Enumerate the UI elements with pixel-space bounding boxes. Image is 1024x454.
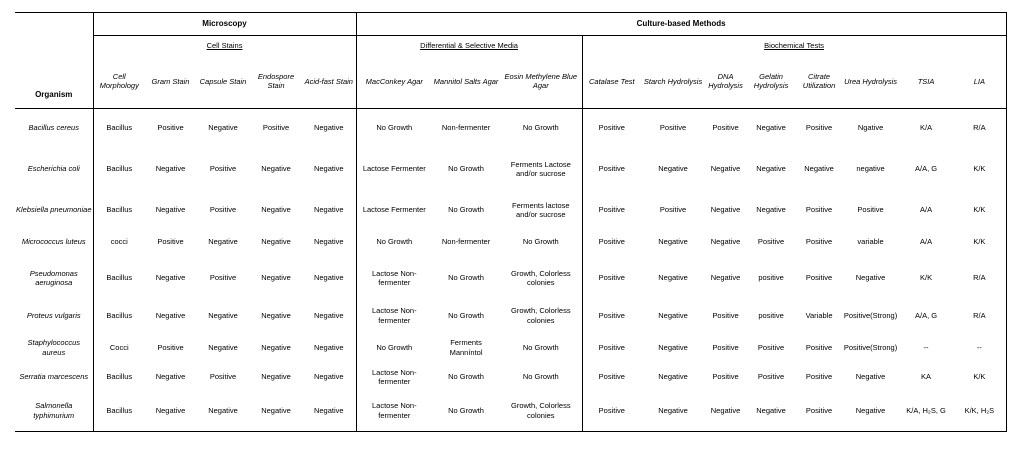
result-cell: Bacillus (93, 146, 145, 193)
result-cell: -- (953, 332, 1006, 363)
result-cell: A/A, G (915, 311, 938, 321)
result-cell: Positive(Strong) (843, 311, 898, 321)
result-cell: Negative (756, 122, 786, 132)
result-cell: Negative (658, 273, 688, 283)
organism-cell: Escherichia coli (27, 164, 80, 174)
result-cell: Positive (805, 122, 833, 132)
column-header: Capsule Stain (196, 54, 250, 108)
organism-test-table (15, 12, 1007, 432)
result-cell: Negative (641, 391, 705, 432)
result-cell: Negative (313, 372, 344, 382)
column-header: LIA (953, 54, 1006, 108)
result-cell: No Growth (448, 205, 484, 215)
result-cell: Non-fermenter (441, 237, 491, 247)
result-cell: K/K (953, 363, 1006, 390)
result-cell: A/A, G (915, 164, 938, 174)
result-cell: Positive (209, 164, 237, 174)
result-cell: Positive (712, 311, 739, 321)
result-cell: Negative (710, 205, 741, 215)
table-row (15, 299, 1006, 331)
organism-cell: Micrococcus luteus (21, 237, 86, 247)
result-cell: Lactose Fermenter (356, 193, 432, 228)
result-cell: -- (923, 342, 929, 352)
result-cell: No Growth (356, 109, 432, 146)
column-header: Gelatin Hydrolysis (746, 54, 796, 108)
result-cell: No Growth (448, 311, 484, 321)
result-cell: No Growth (448, 164, 484, 174)
result-cell: Negative (313, 342, 344, 352)
result-cell: Positive (582, 193, 641, 228)
result-cell: K/A (920, 122, 933, 132)
result-cell: Negative (313, 311, 344, 321)
table-row (15, 193, 1006, 228)
result-cell: Negative (710, 273, 741, 283)
result-cell: Negative (196, 391, 250, 432)
result-cell: Negative (313, 164, 344, 174)
organism-header: Organism (15, 13, 93, 109)
result-cell: Positive (857, 205, 884, 215)
result-cell: Negative (658, 164, 688, 174)
result-cell: Negative (208, 342, 238, 352)
result-cell: Positive (712, 372, 739, 382)
result-cell: Bacillus (93, 109, 145, 146)
result-cell: Negative (208, 122, 238, 132)
result-cell: Lactose Non-fermenter (356, 257, 432, 300)
result-cell: Positive (712, 122, 739, 132)
result-cell: No Growth (522, 372, 559, 382)
result-cell: Growth, Colorless colonies (510, 268, 571, 287)
result-cell: Bacillus (93, 363, 145, 390)
result-cell: Positive (157, 342, 184, 352)
result-cell: Positive (209, 372, 237, 382)
result-cell: Positive (209, 205, 237, 215)
result-cell: Bacillus (93, 193, 145, 228)
result-cell: No Growth (522, 122, 559, 132)
result-cell: Bacillus (93, 257, 145, 300)
result-cell: K/A, H₂S, G (899, 391, 953, 432)
biochem-subheader: Biochemical Tests (582, 36, 1006, 55)
result-cell: Positive (582, 109, 641, 146)
result-cell: Negative (746, 391, 796, 432)
result-cell: Bacillus (93, 391, 145, 432)
organism-cell: Klebsiella pneumoniae (16, 205, 92, 215)
column-header: Acid-fast Stain (302, 54, 356, 108)
column-header: TSIA (899, 54, 953, 108)
result-cell: Lactose Non-fermenter (356, 391, 432, 432)
result-cell: Negative (313, 273, 344, 283)
result-cell: Ngative (857, 122, 884, 132)
result-cell: No Growth (448, 273, 484, 283)
result-cell: Positive (805, 342, 833, 352)
result-cell: Negative (710, 164, 741, 174)
result-cell: K/K (953, 227, 1006, 256)
result-cell: Variable (805, 311, 833, 321)
result-cell: Negative (155, 164, 186, 174)
table-row (15, 146, 1006, 193)
result-cell: negative (856, 164, 885, 174)
result-cell: R/A (953, 299, 1006, 331)
result-cell: Negative (756, 205, 786, 215)
result-cell: Positive (757, 372, 785, 382)
result-cell: No Growth (522, 342, 559, 352)
column-header: DNA Hydrolysis (705, 54, 746, 108)
result-cell: Negative (302, 391, 356, 432)
result-cell: Positive (582, 391, 641, 432)
result-cell: Negative (155, 273, 186, 283)
result-cell: Negative (804, 164, 834, 174)
result-cell: Positive (659, 122, 687, 132)
result-cell: A/A (920, 205, 933, 215)
result-cell: Negative (145, 391, 196, 432)
column-header: MacConkey Agar (356, 54, 432, 108)
column-header: Catalase Test (582, 54, 641, 108)
result-cell: K/K (953, 193, 1006, 228)
table-row (15, 257, 1006, 300)
media-subheader: Differential & Selective Media (356, 36, 582, 55)
result-cell: Negative (155, 372, 186, 382)
result-cell: Positive (209, 273, 237, 283)
result-cell: Negative (261, 342, 291, 352)
result-cell: Negative (658, 237, 688, 247)
result-cell: Negative (250, 391, 302, 432)
result-cell: positive (758, 273, 784, 283)
result-cell: Positive (805, 205, 833, 215)
result-cell: KA (921, 372, 932, 382)
result-cell: Negative (313, 205, 344, 215)
column-header: Mannitol Salts Agar (432, 54, 500, 108)
column-header: Starch Hydrolysis (641, 54, 705, 108)
result-cell: Positive (805, 237, 833, 247)
result-cell: Negative (756, 164, 786, 174)
table-row (15, 227, 1006, 256)
result-cell: Negative (261, 164, 291, 174)
result-cell: Bacillus (93, 299, 145, 331)
column-header: Urea Hydrolysis (842, 54, 899, 108)
result-cell: Positive (582, 299, 641, 331)
organism-cell: Serratia marcescens (19, 372, 89, 382)
result-cell: Negative (855, 372, 886, 382)
column-header: Gram Stain (145, 54, 196, 108)
result-cell: Positive (712, 342, 739, 352)
result-cell: No Growth (356, 332, 432, 363)
organism-cell: Salmonella typhimurium (15, 391, 93, 432)
result-cell: Ferments Manníntol (449, 338, 483, 357)
result-cell: K/K (953, 146, 1006, 193)
result-cell: Negative (658, 342, 688, 352)
result-cell: Growth, Colorless colonies (510, 306, 571, 325)
result-cell: Ferments lactose and/or sucrose (512, 200, 570, 219)
result-cell: Positive (262, 122, 290, 132)
result-cell: Negative (261, 372, 291, 382)
result-cell: A/A (920, 237, 933, 247)
culture-group-header: Culture-based Methods (356, 13, 1006, 36)
result-cell: Positive (805, 273, 833, 283)
result-cell: Positive (757, 237, 785, 247)
result-cell: Positive (582, 146, 641, 193)
result-cell: Ferments Lactose and/or sucrose (510, 159, 571, 179)
cell-stains-subheader: Cell Stains (93, 36, 356, 55)
result-cell: Lactose Non-fermenter (356, 299, 432, 331)
result-cell: No Growth (432, 391, 500, 432)
organism-cell: Staphylococcus aureus (27, 338, 81, 357)
result-cell: Negative (313, 122, 344, 132)
organism-cell: Bacillus cereus (28, 122, 79, 132)
result-cell: Cocci (93, 332, 145, 363)
result-cell: Growth, Colorless colonies (500, 391, 582, 432)
result-cell: Negative (658, 311, 688, 321)
result-cell: Lactose Non-fermenter (356, 363, 432, 390)
result-cell: Positive (659, 205, 687, 215)
table-row (15, 391, 1006, 432)
result-cell: variable (857, 237, 884, 247)
result-cell: K/K, H₂S (953, 391, 1006, 432)
result-cell: No Growth (356, 227, 432, 256)
result-cell: No Growth (522, 237, 559, 247)
result-cell: Negative (155, 205, 186, 215)
result-cell: Positive (757, 342, 785, 352)
result-cell: Negative (261, 237, 291, 247)
result-cell: Lactose Fermenter (356, 146, 432, 193)
result-cell: Negative (658, 372, 688, 382)
result-cell: K/K (920, 273, 933, 283)
column-header: Eosin Methylene Blue Agar (500, 54, 582, 108)
result-cell: Positive (157, 122, 184, 132)
result-cell: Negative (261, 311, 291, 321)
result-cell: Negative (261, 205, 291, 215)
table-row (15, 109, 1006, 146)
result-cell: Negative (855, 273, 886, 283)
result-cell: Negative (842, 391, 899, 432)
result-cell: Negative (155, 311, 186, 321)
organism-cell: Pseudomonas aeruginosa (29, 268, 78, 287)
result-cell: Positive (805, 372, 833, 382)
result-cell: Positive (157, 237, 184, 247)
result-cell: Negative (710, 237, 741, 247)
organism-cell: Proteus vulgaris (26, 311, 81, 321)
column-header: Cell Morphology (93, 54, 145, 108)
result-cell: Positive (796, 391, 842, 432)
result-cell: Negative (705, 391, 746, 432)
column-header: Citrate Utilization (796, 54, 842, 108)
result-cell: No Growth (448, 372, 484, 382)
result-cell: positive (758, 311, 784, 321)
result-cell: Positive (582, 363, 641, 390)
column-header: Endospore Stain (250, 54, 302, 108)
result-cell: Non-fermenter (441, 122, 491, 132)
result-cell: Positive(Strong) (843, 342, 898, 352)
result-cell: Positive (582, 227, 641, 256)
result-cell: R/A (953, 109, 1006, 146)
result-cell: Negative (208, 311, 238, 321)
result-cell: Negative (261, 273, 291, 283)
table-row (15, 332, 1006, 363)
result-cell: cocci (93, 227, 145, 256)
microscopy-group-header: Microscopy (93, 13, 356, 36)
result-cell: R/A (953, 257, 1006, 300)
result-cell: Positive (582, 332, 641, 363)
result-cell: Negative (313, 237, 344, 247)
result-cell: Negative (208, 237, 238, 247)
table-row (15, 363, 1006, 390)
result-cell: Positive (582, 257, 641, 300)
